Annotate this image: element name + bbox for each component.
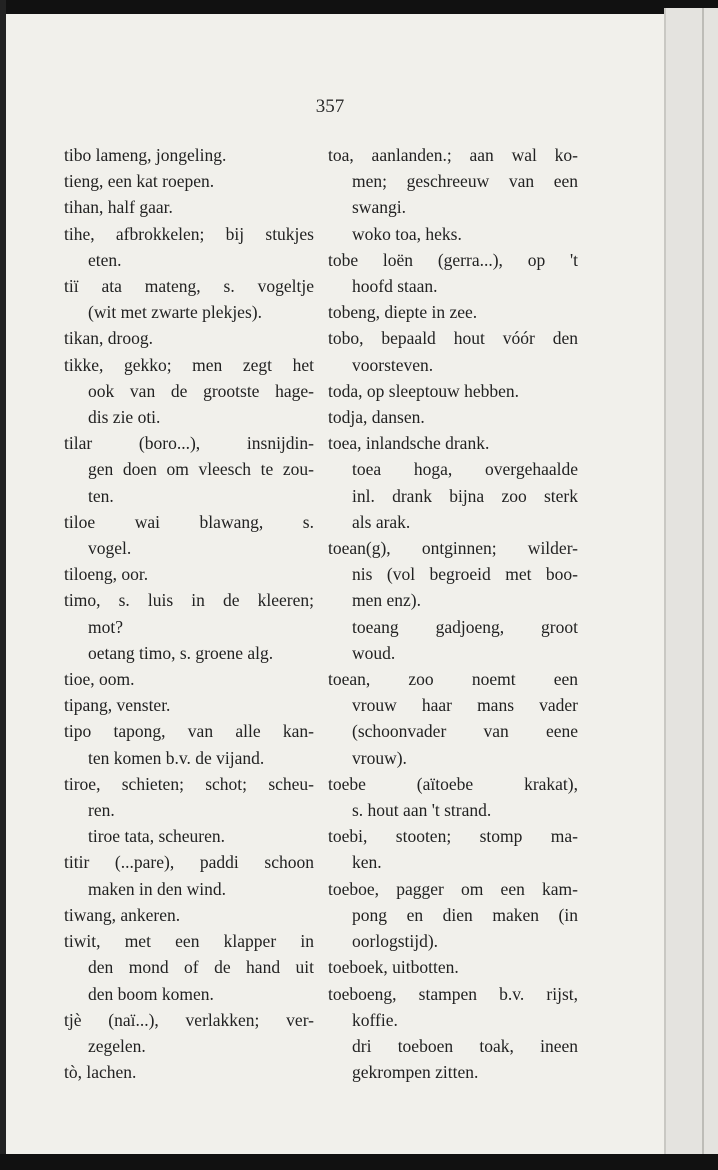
dictionary-entry — [64, 1007, 314, 1059]
dictionary-entry — [64, 273, 314, 325]
dictionary-entry — [64, 928, 314, 1007]
scan-left-edge — [0, 0, 6, 1170]
scan-bottom-edge — [0, 1154, 718, 1170]
page-edge-line — [702, 8, 704, 1160]
dictionary-subentry — [328, 614, 578, 666]
entry-continuation: vrouw). — [352, 747, 407, 768]
entry-headline: tilar (boro...), insnijdin- — [64, 433, 314, 454]
entry-headline: tibo lameng, jongeling. — [64, 145, 227, 165]
entry-headline: toeang gadjoeng, groot — [352, 616, 578, 637]
entry-continuation: men enz). — [352, 590, 421, 611]
entry-headline: tiwang, ankeren. — [64, 904, 181, 925]
entry-headline: tobe loën (gerra...), op 't — [328, 249, 578, 270]
entry-continuation: eten. — [88, 249, 122, 270]
dictionary-entry — [64, 509, 314, 561]
dictionary-entry — [328, 535, 578, 614]
dictionary-entry — [328, 430, 578, 456]
dictionary-entry — [64, 325, 314, 351]
entry-continuation: inl. drank bijna zoo sterk — [352, 485, 578, 506]
entry-headline: tiwit, met een klapper in — [64, 931, 314, 952]
entry-continuation: woud. — [352, 642, 396, 663]
entry-continuation: oorlogstijd). — [352, 931, 439, 952]
dictionary-entry — [64, 1059, 314, 1085]
dictionary-entry — [328, 247, 578, 299]
dictionary-entry — [328, 142, 578, 221]
entry-continuation: ten komen b.v. de vijand. — [88, 747, 265, 768]
entry-headline: tikan, droog. — [64, 328, 153, 349]
entry-continuation: koffie. — [352, 1009, 398, 1030]
dictionary-entry — [328, 378, 578, 404]
entry-headline: dri toeboen toak, ineen — [352, 1035, 578, 1056]
dictionary-entry — [328, 954, 578, 980]
entry-headline: tjè (naï...), verlakken; ver- — [64, 1009, 314, 1030]
entry-continuation: als arak. — [352, 511, 411, 532]
entry-continuation: maken in den wind. — [88, 878, 227, 899]
dictionary-entry — [64, 849, 314, 901]
entry-continuation: swangi. — [352, 197, 406, 218]
dictionary-entry — [64, 561, 314, 587]
entry-headline: tihan, half gaar. — [64, 197, 173, 218]
entry-continuation: dis zie oti. — [88, 407, 161, 428]
page-gutter — [664, 8, 718, 1160]
dictionary-entry — [64, 168, 314, 194]
entry-continuation: gen doen om vleesch te zou- — [88, 459, 314, 480]
entry-headline: toebe (aïtoebe krakat), — [328, 773, 578, 794]
entry-headline: todja, dansen. — [328, 407, 425, 428]
entry-headline: tiloeng, oor. — [64, 564, 149, 585]
entry-continuation: s. hout aan 't strand. — [352, 800, 492, 821]
dictionary-entry — [64, 692, 314, 718]
entry-continuation: den boom komen. — [88, 983, 214, 1004]
entry-continuation: (wit met zwarte plekjes). — [88, 302, 262, 323]
entry-headline: tò, lachen. — [64, 1062, 137, 1083]
entry-continuation: (schoonvader van eene — [352, 721, 578, 742]
dictionary-entry — [328, 981, 578, 1033]
entry-continuation: ken. — [352, 852, 382, 873]
entry-continuation: nis (vol begroeid met boo- — [352, 564, 578, 585]
entry-headline: toa, aanlanden.; aan wal ko- — [328, 145, 578, 165]
dictionary-entry — [64, 718, 314, 770]
entry-headline: tobeng, diepte in zee. — [328, 302, 478, 323]
dictionary-entry — [64, 194, 314, 220]
entry-headline: toea hoga, overgehaalde — [352, 459, 578, 480]
dictionary-entry — [328, 823, 578, 875]
entry-headline: tikke, gekko; men zegt het — [64, 354, 314, 375]
entry-headline: toean(g), ontginnen; wilder- — [328, 538, 578, 559]
dictionary-entry — [64, 666, 314, 692]
entry-headline: tobo, bepaald hout vóór den — [328, 328, 578, 349]
page-number: 357 — [315, 96, 345, 117]
entry-headline: tiroe, schieten; schot; scheu- — [64, 773, 314, 794]
scan-top-edge — [0, 0, 718, 14]
dictionary-entry — [64, 902, 314, 928]
dictionary-entry — [64, 221, 314, 273]
entry-headline: tipo tapong, van alle kan- — [64, 721, 314, 742]
entry-headline: tiloe wai blawang, s. — [64, 511, 314, 532]
entry-continuation: zegelen. — [88, 1035, 146, 1056]
dictionary-entry — [64, 352, 314, 431]
dictionary-entry — [64, 771, 314, 823]
dictionary-subentry — [328, 456, 578, 535]
entry-headline: timo, s. luis in de kleeren; — [64, 590, 314, 611]
entry-headline: toebi, stooten; stomp ma- — [328, 826, 578, 847]
entry-continuation: den mond of de hand uit — [88, 957, 314, 978]
left-column — [64, 142, 314, 1085]
entry-continuation: pong en dien maken (in — [352, 904, 578, 925]
entry-headline: tipang, venster. — [64, 695, 171, 716]
entry-headline: titir (...pare), paddi schoon — [64, 852, 314, 873]
entry-headline: tihe, afbrokkelen; bij stukjes — [64, 223, 314, 244]
entry-headline: toda, op sleeptouw hebben. — [328, 380, 519, 401]
dictionary-entry — [328, 299, 578, 325]
dictionary-entry — [328, 325, 578, 377]
entry-headline: oetang timo, s. groene alg. — [88, 642, 274, 663]
entry-headline: tiï ata mateng, s. vogeltje — [64, 276, 314, 297]
entry-headline: tioe, oom. — [64, 669, 135, 690]
dictionary-entry — [64, 587, 314, 639]
dictionary-subentry — [328, 1033, 578, 1085]
entry-headline: toeboe, pagger om een kam- — [328, 878, 578, 899]
entry-continuation: ten. — [88, 485, 114, 506]
entry-continuation: vogel. — [88, 538, 132, 559]
entry-headline: toean, zoo noemt een — [328, 669, 578, 690]
dictionary-entry — [328, 771, 578, 823]
entry-continuation: vrouw haar mans vader — [352, 695, 578, 716]
entry-continuation: mot? — [88, 616, 123, 637]
dictionary-entry — [328, 666, 578, 771]
dictionary-subentry — [328, 221, 578, 247]
entry-headline: toeboeng, stampen b.v. rijst, — [328, 983, 578, 1004]
entry-continuation: men; geschreeuw van een — [352, 171, 578, 192]
entry-continuation: gekrompen zitten. — [352, 1062, 479, 1083]
right-column — [328, 142, 578, 1085]
entry-headline: toeboek, uitbotten. — [328, 957, 459, 978]
entry-continuation: hoofd staan. — [352, 276, 438, 297]
dictionary-entry — [328, 404, 578, 430]
entry-headline: woko toa, heks. — [352, 223, 462, 244]
entry-headline: tieng, een kat roepen. — [64, 171, 215, 192]
entry-continuation: voorsteven. — [352, 354, 434, 375]
entry-headline: toea, inlandsche drank. — [328, 433, 490, 454]
entry-continuation: ren. — [88, 800, 115, 821]
dictionary-entry — [328, 876, 578, 955]
dictionary-entry — [64, 430, 314, 509]
entry-headline: tiroe tata, scheuren. — [88, 826, 226, 847]
dictionary-subentry — [64, 640, 314, 666]
dictionary-subentry — [64, 823, 314, 849]
entry-continuation: ook van de grootste hage- — [88, 380, 314, 401]
dictionary-entry — [64, 142, 314, 168]
